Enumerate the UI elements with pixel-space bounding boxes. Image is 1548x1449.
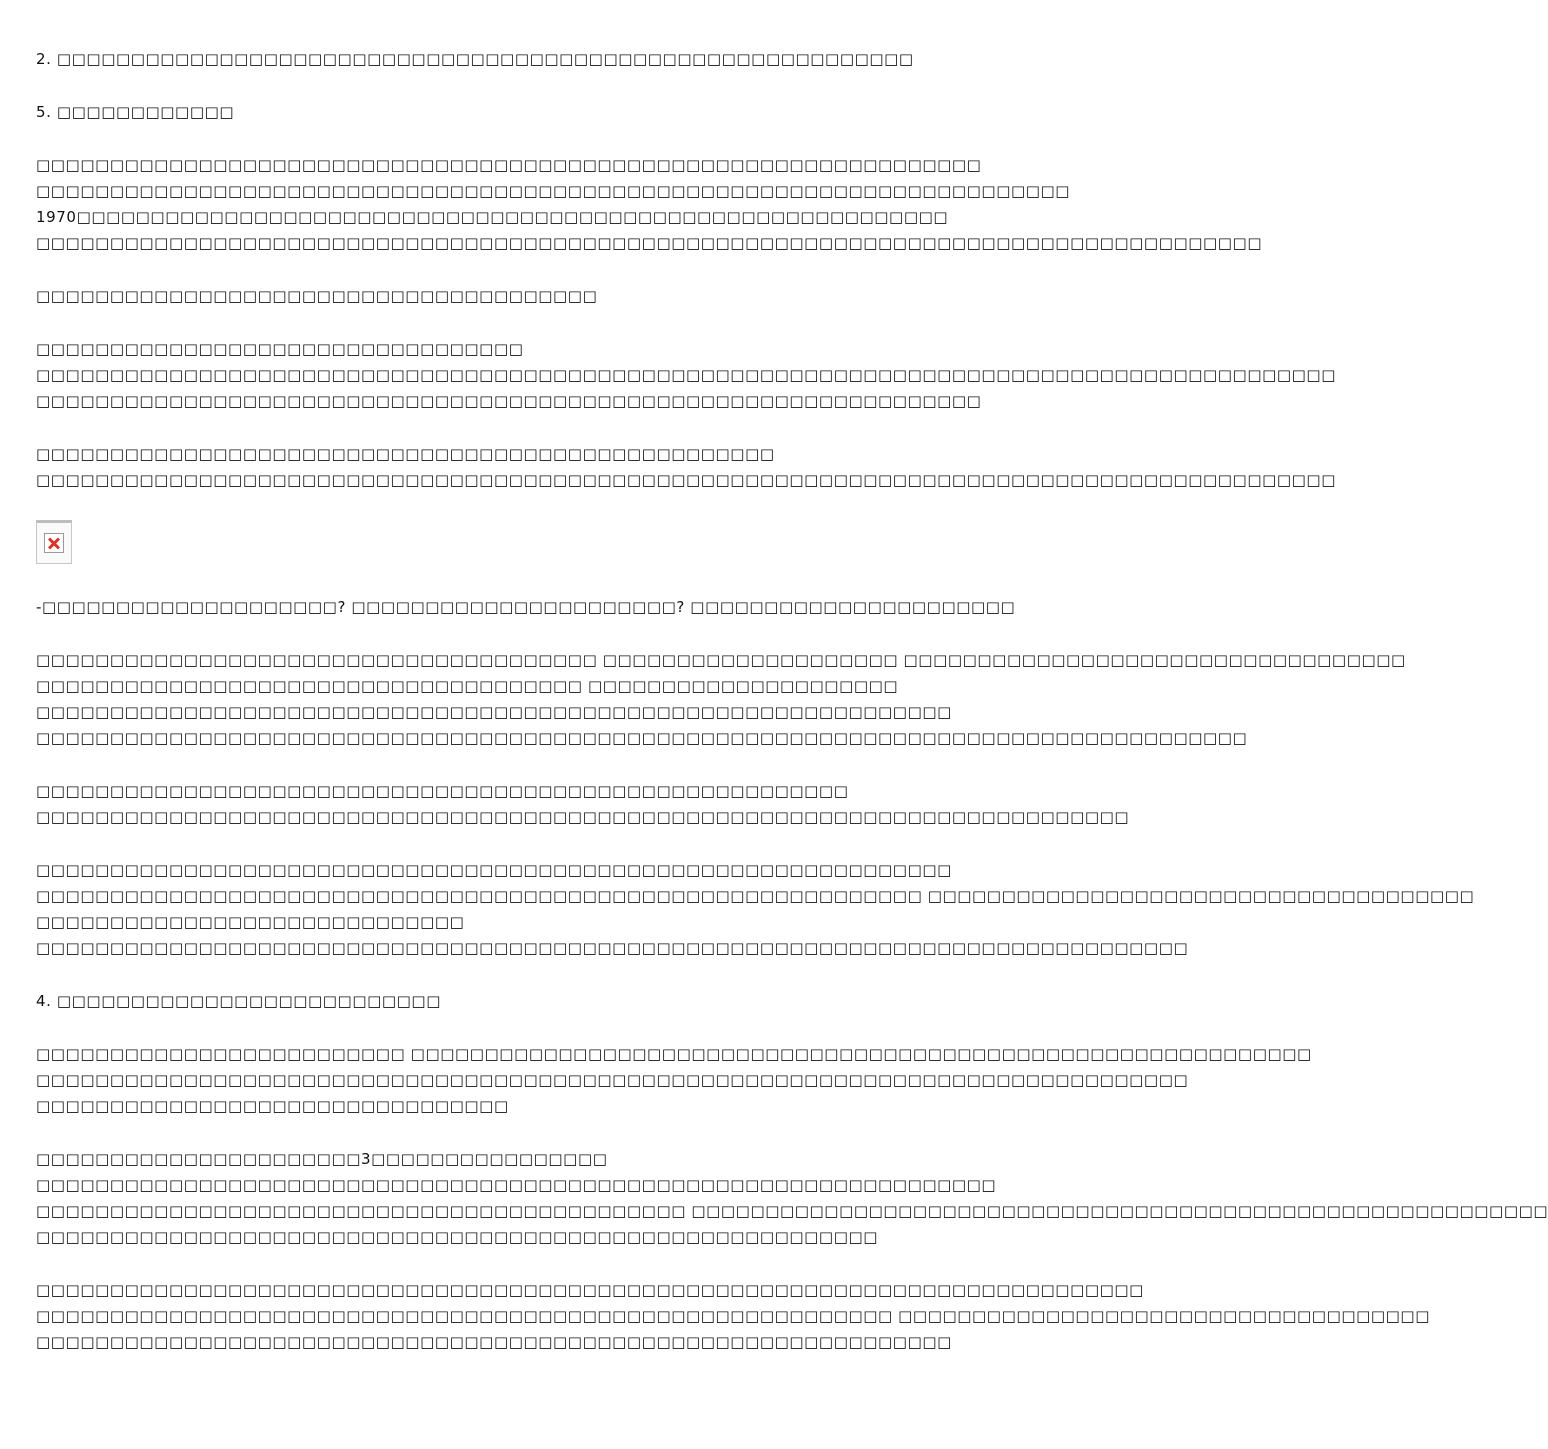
paragraph-line: □□□□□□□□□□□□□□□□□□□□□□□□□□□□□□□□ [36, 1097, 509, 1115]
paragraph-line: □□□□□□□□□□□□□□□□□□□□□□□□□□□□□□□□□□□□□□□□□□□□□□□□□□□□□□□□□□□□□□ [36, 703, 952, 721]
paragraph-line: □□□□□□□□□□□□□□□□□□□□□□□□□□□□□□□□□□□□□□ □□□□□□□□□□□□□□□□□□□□ □□□□□□□□□□□□□□□□□□□□□□□□□□□□□□□□□□ [36, 651, 1406, 669]
paragraph-line: □□□□□□□□□□□□□□□□□□□□□□□□□□□□□□□□□□□□□□□□□□□□□□□□□□□□□□□□□□□□□□□□□□□□□□□□□□ [36, 808, 1130, 826]
paragraph-3 [36, 336, 1336, 414]
paragraph-line: □□□□□□□□□□□□□□□□□□□□□□□□□□□□□ [36, 913, 465, 931]
paragraph-line: □□□□□□□□□□□□□□□□□□□□□□□□□□□□□□□□□□□□□□□□□□□□□□□□□□□□□□□□□□□□□□ [36, 1333, 952, 1351]
paragraph-line: □□□□□□□□□□□□□□□□□□□□□□□□□□□□□□□□□□□□□□□□□□□□□□□□□□ [36, 445, 775, 463]
paragraph-5 [36, 647, 1406, 751]
paragraph-line: □□□□□□□□□□□□□□□□□□□□□□□□□□□□□□□□□□□□□□□□□□□□□□□□□□□□□□□ [36, 782, 849, 800]
section-heading-2: 2. □□□□□□□□□□□□□□□□□□□□□□□□□□□□□□□□□□□□□□□□□□□□□□□□□□□□□□□□□□ [36, 50, 914, 68]
paragraph-line: □□□□□□□□□□□□□□□□□□□□□□□□□□□□□□□□□□□□□□□□□□□□□□□□□□□□□□□□□□ □□□□□□□□□□□□□□□□□□□□□□□□□□□□□□□□□□□□ [36, 1307, 1430, 1325]
paragraph-line: □□□□□□□□□□□□□□□□□□□□□□□□□□□□□□□□□□□□□ □□□□□□□□□□□□□□□□□□□□□ [36, 677, 899, 695]
paragraph-6 [36, 778, 1130, 830]
paragraph-line: □□□□□□□□□□□□□□□□□□□□□□□□□□□□□□□□□□□□□□□□□□□□□□□□□□□□□□□□□□□□□□□□□□□□□□□□□□□□□□□□□□□□□□□□ [36, 471, 1336, 489]
paragraph-line: □□□□□□□□□□□□□□□□□□□□□□□□□ □□□□□□□□□□□□□□□□□□□□□□□□□□□□□□□□□□□□□□□□□□□□□□□□□□□□□□□□□□□□□ [36, 1045, 1312, 1063]
paragraph-line: 1970□□□□□□□□□□□□□□□□□□□□□□□□□□□□□□□□□□□□□□□□□□□□□□□□□□□□□□□□□□□ [36, 208, 949, 226]
paragraph-line: □□□□□□□□□□□□□□□□□□□□□□□□□□□□□□□□□□□□□□□□□□□□□□□□□□□□□□□□□□□□□□□□□□□□□□□□□□□ [36, 1281, 1144, 1299]
broken-image-icon [44, 533, 64, 553]
question-line: -□□□□□□□□□□□□□□□□□□□□? □□□□□□□□□□□□□□□□□□□□□□? □□□□□□□□□□□□□□□□□□□□□□ [36, 598, 1016, 616]
paragraph-line: □□□□□□□□□□□□□□□□□□□□□□□□□□□□□□□□□□□□□□□□□□□□□□□□□□□□□□□□□□□□□□□□□□□□□□□□□□□□□□□□□□□ [36, 234, 1263, 252]
paragraph-2: □□□□□□□□□□□□□□□□□□□□□□□□□□□□□□□□□□□□□□ [36, 287, 598, 305]
paragraph-1 [36, 152, 1263, 256]
broken-image-placeholder [36, 520, 72, 564]
paragraph-10 [36, 1277, 1430, 1355]
paragraph-line: □□□□□□□□□□□□□□□□□□□□□□□□□□□□□□□□□□□□□□□□□□□□□□□□□□□□□□□□□□□□□□□□ [36, 156, 982, 174]
paragraph-line: □□□□□□□□□□□□□□□□□□□□□□□□□□□□□□□□□□□□□□□□□□□□□□□□□□□□□□□□□□□□□□□□□□□□□□□□□□□□□□ [36, 939, 1189, 957]
section-heading-5: 5. □□□□□□□□□□□□ [36, 103, 235, 121]
paragraph-line: □□□□□□□□□□□□□□□□□□□□□□□□□□□□□□□□□□□□□□□□□□□□ □□□□□□□□□□□□□□□□□□□□□□□□□□□□□□□□□□□□□□□□□□□□□□□□□□□□□□□□□□ [36, 1202, 1548, 1220]
paragraph-line: □□□□□□□□□□□□□□□□□□□□□□□□□□□□□□□□□□□□□□□□□□□□□□□□□□□□□□□□□□□□□□□□□□□□□□□□□□□□□□ [36, 1071, 1189, 1089]
paragraph-line: □□□□□□□□□□□□□□□□□□□□□□□□□□□□□□□□□□□□□□□□□□□□□□□□□□□□□□□□□□□□□□□□□□□□□□□□□□□□□□□□□□ [36, 729, 1248, 747]
paragraph-line: □□□□□□□□□□□□□□□□□□□□□□□□□□□□□□□□□ [36, 340, 524, 358]
document-page [36, 46, 1548, 1355]
paragraph-9 [36, 1146, 1548, 1250]
paragraph-line: □□□□□□□□□□□□□□□□□□□□□□□□□□□□□□□□□□□□□□□□□□□□□□□□□□□□□□□□□□□□□□□□□ [36, 1176, 997, 1194]
paragraph-8 [36, 1041, 1312, 1119]
paragraph-line: □□□□□□□□□□□□□□□□□□□□□□□□□□□□□□□□□□□□□□□□□□□□□□□□□□□□□□□□□□□□□□ [36, 861, 952, 879]
paragraph-line: □□□□□□□□□□□□□□□□□□□□□□□□□□□□□□□□□□□□□□□□□□□□□□□□□□□□□□□□□□□□ □□□□□□□□□□□□□□□□□□□□□□□□□□□□□□□□□□□□□ [36, 887, 1475, 905]
paragraph-line: □□□□□□□□□□□□□□□□□□□□□□□□□□□□□□□□□□□□□□□□□□□□□□□□□□□□□□□□□□□□□□□□ [36, 392, 982, 410]
paragraph-line: □□□□□□□□□□□□□□□□□□□□□□□□□□□□□□□□□□□□□□□□□□□□□□□□□□□□□□□□□ [36, 1228, 879, 1246]
paragraph-line: □□□□□□□□□□□□□□□□□□□□□□□□□□□□□□□□□□□□□□□□□□□□□□□□□□□□□□□□□□□□□□□□□□□□□□□□□□□□□□□□□□□□□□□□ [36, 366, 1336, 384]
paragraph-7 [36, 857, 1475, 961]
section-heading-4: 4. □□□□□□□□□□□□□□□□□□□□□□□□□□ [36, 992, 441, 1010]
paragraph-line: □□□□□□□□□□□□□□□□□□□□□□3□□□□□□□□□□□□□□□□ [36, 1150, 608, 1168]
paragraph-line: □□□□□□□□□□□□□□□□□□□□□□□□□□□□□□□□□□□□□□□□□□□□□□□□□□□□□□□□□□□□□□□□□□□□□□ [36, 182, 1071, 200]
paragraph-4 [36, 441, 1336, 493]
